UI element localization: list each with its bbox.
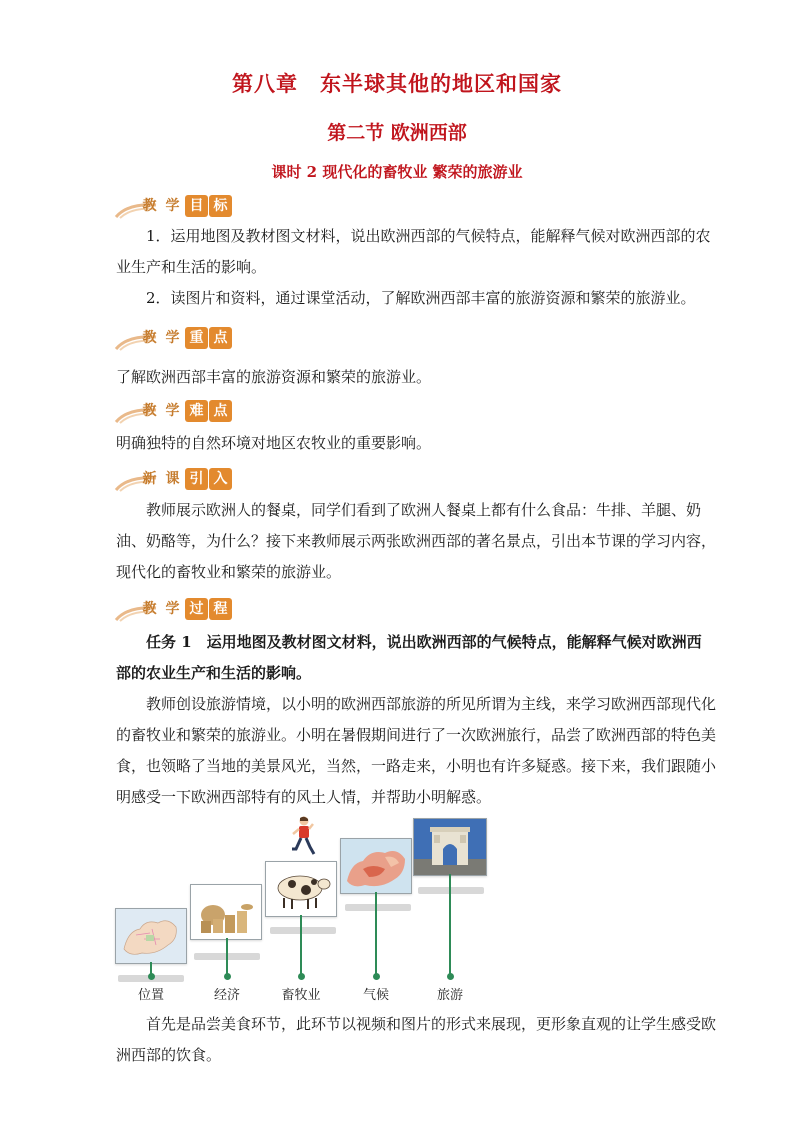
key-points-text: 了解欧洲西部丰富的旅游资源和繁荣的旅游业。 (116, 368, 432, 386)
objectives-badge (114, 195, 234, 221)
connector-line (300, 915, 302, 974)
connector-line (375, 892, 377, 974)
task-1-text: 教师创设旅游情境，以小明的欧洲西部旅游的所见所谓为主线，来学习欧洲西部现代化的畜牧业和繁荣的旅游业。小明在暑假期间进行了一次欧洲旅行，品尝了欧洲西部的特色美食，也领略了当地的美景风光，当然，一路走来，小明也有许多疑惑。接下来，我们跟随小明感受一下欧洲西部特有的风土人情，并帮助小明解惑。 (116, 695, 717, 806)
chapter-title: 第八章 东半球其他的地区和国家 (232, 71, 562, 96)
step-label-location: 位置 (137, 988, 164, 1003)
key-points-badge (114, 327, 234, 353)
badge-char: 重 (185, 327, 208, 349)
connector-dot (298, 973, 305, 980)
arch-icon (414, 819, 486, 875)
climate-map-image (340, 838, 412, 894)
badge-char: 教 (142, 601, 157, 617)
connector-dot (447, 973, 454, 980)
cow-icon (266, 862, 336, 916)
closing-text: 首先是品尝美食环节，此环节以视频和图片的形式来展现，更形象直观的让学生感受欧洲西部的饮食。 (116, 1015, 717, 1064)
badge-char: 学 (165, 330, 180, 346)
step-label-tourism: 旅游 (436, 988, 463, 1003)
badge-char: 入 (209, 468, 232, 490)
intro-badge (114, 468, 234, 494)
objective-item-2: 2．读图片和资料，通过课堂活动，了解欧洲西部丰富的旅游资源和繁荣的旅游业。 (146, 289, 696, 307)
badge-char: 学 (165, 601, 180, 617)
connector-line (226, 938, 228, 974)
badge-char: 标 (209, 195, 232, 217)
badge-char: 学 (165, 403, 180, 419)
badge-char: 引 (185, 468, 208, 490)
badge-char: 难 (185, 400, 208, 422)
badge-char: 点 (209, 400, 232, 422)
badge-char: 教 (142, 403, 157, 419)
difficulties-text: 明确独特的自然环境对地区农牧业的重要影响。 (116, 434, 432, 452)
difficulties-badge (114, 400, 234, 426)
arc-de-triomphe-image (413, 818, 487, 876)
task-1-heading: 任务 1 运用地图及教材图文材料，说出欧洲西部的气候特点，能解释气候对欧洲西部的农业生产和生活的影响。 (116, 633, 702, 682)
objective-item-1: 1．运用地图及教材图文材料，说出欧洲西部的气候特点，能解释气候对欧洲西部的农业生产和生活的影响。 (116, 227, 711, 276)
europe-map-icon (116, 909, 186, 963)
coins-image (190, 884, 262, 940)
coins-icon (191, 885, 261, 939)
europe-map-image (115, 908, 187, 964)
connector-line (449, 874, 451, 974)
step-label-economy: 经济 (213, 988, 240, 1003)
badge-char: 程 (209, 598, 232, 620)
shadow-bar (345, 904, 411, 911)
connector-dot (148, 973, 155, 980)
step-label-livestock: 畜牧业 (281, 988, 321, 1003)
journey-diagram (0, 810, 794, 1010)
cow-image (265, 861, 337, 917)
connector-dot (373, 973, 380, 980)
badge-char: 过 (185, 598, 208, 620)
running-boy-icon (290, 816, 316, 856)
badge-char: 教 (142, 330, 157, 346)
section-title: 第二节 欧洲西部 (327, 122, 467, 144)
badge-char: 点 (209, 327, 232, 349)
connector-dot (224, 973, 231, 980)
lesson-title: 课时 2 现代化的畜牧业 繁荣的旅游业 (271, 163, 523, 181)
intro-text: 教师展示欧洲人的餐桌，同学们看到了欧洲人餐桌上都有什么食品：牛排、羊腿、奶油、奶酪等，为什么？接下来教师展示两张欧洲西部的著名景点，引出本节课的学习内容，现代化的畜牧业和繁荣的旅游业。 (116, 501, 717, 581)
badge-char: 新 (142, 471, 157, 487)
badge-char: 学 (165, 198, 180, 214)
badge-char: 教 (142, 198, 157, 214)
shadow-bar (418, 887, 484, 894)
step-label-climate: 气候 (362, 988, 389, 1003)
badge-char: 目 (185, 195, 208, 217)
climate-map-icon (341, 839, 411, 893)
shadow-bar (270, 927, 336, 934)
badge-char: 课 (165, 471, 180, 487)
process-badge (114, 598, 234, 624)
